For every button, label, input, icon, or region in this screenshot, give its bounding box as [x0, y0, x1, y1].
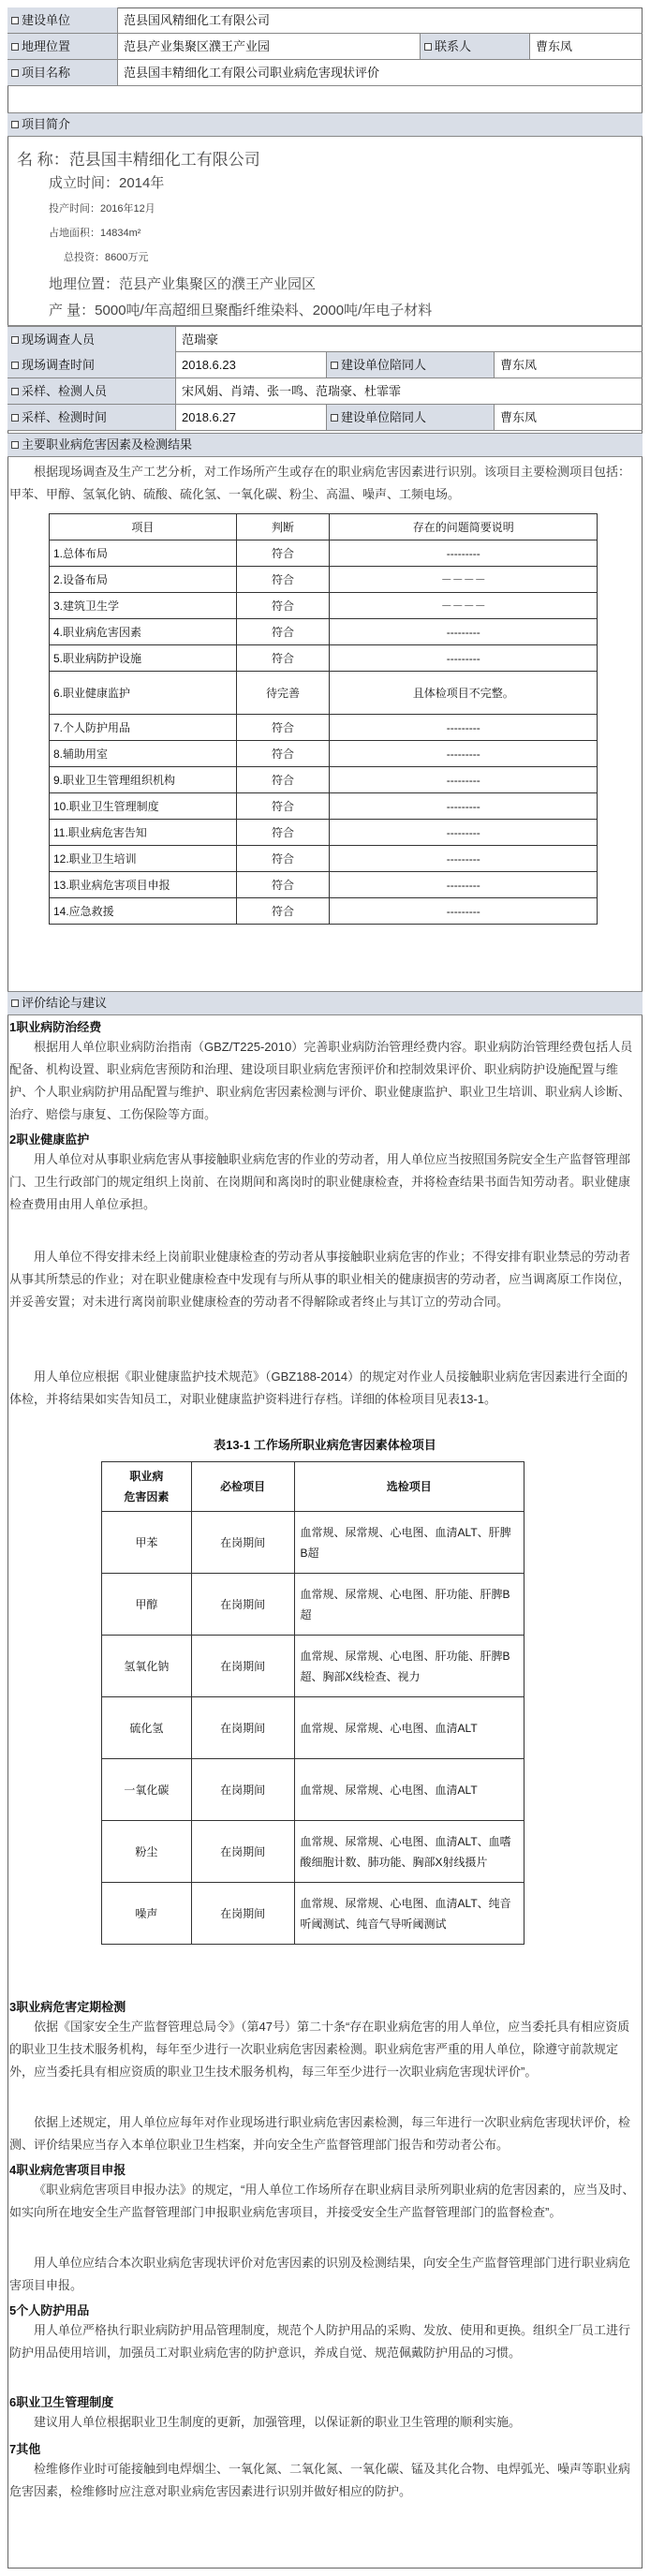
info-unit-value: 范县国风精细化工有限公司: [124, 13, 271, 27]
table-row: [50, 820, 598, 846]
table-cell: ---------: [330, 619, 598, 645]
table-cell: 3.建筑卫生学: [50, 593, 237, 619]
table-row: [50, 567, 598, 593]
table-cell: 血常规、尿常规、心电图、血清ALT、肝脾B超: [294, 1512, 524, 1574]
intro-founded: 成立时间：2014年: [49, 175, 165, 191]
s4-paragraph-1: 《职业病危害项目申报办法》的规定，“用人单位工作场所存在职业病目录所列职业病的危害因素的，应当及时、如实向所在地安全生产监督管理部门申报职业病危害项目，并接受安全生产监督管理部门的监督检查”。: [9, 2183, 635, 2219]
s7-title: 7其他: [9, 2442, 41, 2456]
column-header: 选检项目: [294, 1462, 524, 1512]
table-cell: 血常规、尿常规、心电图、肝功能、肝脾B超、胸部X线检查、视力: [294, 1636, 524, 1697]
s3-paragraph-1: 依据《国家安全生产监督管理总局令》（第47号）第二十条“存在职业病危害的用人单位，应当委托具有相应资质的职业卫生技术服务机构，每年至少进行一次职业病危害因素检测。职业病危害严重的用人单位，除遵守前款规定外，应当委托具有相应资质的职业卫生技术服务机构，每三年至少进行一次职业病危害现状评价”。: [9, 2020, 630, 2079]
survey-row-time: [7, 352, 643, 378]
intro-block: [7, 141, 643, 326]
table-cell: ---------: [330, 645, 598, 672]
table-cell: 5.职业病防护设施: [50, 645, 237, 672]
s5-title: 5个人防护用品: [9, 2303, 90, 2317]
table-cell: 4.职业病危害因素: [50, 619, 237, 645]
info-row-location: [7, 34, 643, 60]
sampling-staff-value: 宋风娟、肖靖、张一鸣、范瑞豪、杜霏霏: [182, 384, 402, 398]
table-cell: 符合: [236, 793, 330, 820]
table-cell: 符合: [236, 767, 330, 793]
table-row: [102, 1821, 524, 1883]
info-location-label: 地理位置: [7, 34, 118, 59]
s4-title: 4职业病危害项目申报: [9, 2163, 126, 2177]
survey-escort-value: 曹东凤: [500, 358, 538, 372]
table-row: [50, 898, 598, 925]
table-row: [50, 672, 598, 715]
s1-paragraph: 根据用人单位职业病防治指南（GBZ/T225-2010）完善职业病防治管理经费内容。职业病防治管理经费包括人员配备、机构设置、职业病危害预防和治理、建设项目职业病危害预评价和控制效果评价、职业病防护设施配置与维护、个人职业病防护用品配置与维护、职业病危害因素检测与评价、职业健康监护、职业卫生培训、职业病人诊断、治疗、赔偿与康复、工伤保险等方面。: [9, 1040, 633, 1121]
column-header: 职业病 危害因素: [102, 1462, 192, 1512]
intro-area: 占地面积：14834m²: [49, 228, 141, 239]
intro-geo: 地理位置：范县产业集聚区的濮王产业园区: [49, 276, 317, 292]
checkbox-icon: [11, 999, 19, 1007]
info-project-value: 范县国丰精细化工有限公司职业病危害现状评价: [124, 66, 380, 80]
factors-intro-paragraph: 根据现场调查及生产工艺分析，对工作场所产生或存在的职业病危害因素进行识别。该项目主要检测项目包括：甲苯、甲醇、氢氧化钠、硫酸、硫化氢、一氧化碳、粉尘、高温、噪声、工频电场。: [9, 465, 631, 501]
checkbox-icon: [11, 43, 19, 51]
s3-paragraph-2: 依据上述规定，用人单位应每年对作业现场进行职业病危害因素检测，每三年进行一次职业病危害现状评价，检测、评价结果应当存入本单位职业卫生档案，并向安全生产监督管理部门报告和劳动者公布。: [9, 2115, 631, 2152]
info-contact-label: 联系人: [420, 34, 530, 59]
table-cell: 血常规、尿常规、心电图、血清ALT: [294, 1759, 524, 1821]
s6-title: 6职业卫生管理制度: [9, 2395, 114, 2409]
info-row-unit: [7, 7, 643, 34]
table-cell: 在岗期间: [191, 1512, 294, 1574]
table-cell: 硫化氢: [102, 1697, 192, 1759]
survey-row-staff: [7, 326, 643, 352]
info-project-label: 项目名称: [7, 60, 118, 85]
table-cell: 粉尘: [102, 1821, 192, 1883]
table-cell: 在岗期间: [191, 1636, 294, 1697]
table-cell: 8.辅助用室: [50, 741, 237, 767]
table-row: [102, 1883, 524, 1945]
table-row: [102, 1697, 524, 1759]
table-row: [50, 715, 598, 741]
survey-staff-value: 范瑞豪: [182, 333, 219, 347]
table-cell: 氢氧化钠: [102, 1636, 192, 1697]
table-cell: ---------: [330, 767, 598, 793]
assessment-table: [49, 513, 598, 925]
table-cell: 甲醇: [102, 1574, 192, 1636]
s3-title: 3职业病危害定期检测: [9, 2000, 126, 2014]
table-cell: 在岗期间: [191, 1574, 294, 1636]
table-cell: 7.个人防护用品: [50, 715, 237, 741]
checkbox-icon: [331, 414, 338, 422]
table-cell: 1.总体布局: [50, 540, 237, 567]
s2-paragraph-1: 用人单位对从事职业病危害从事接触职业病危害的作业的劳动者，用人单位应当按照国务院安全生产监督管理部门、卫生行政部门的规定组织上岗前、在岗期间和离岗时的职业健康检查，并将检查结果书面告知劳动者。职业健康检查费用由用人单位承担。: [9, 1152, 631, 1211]
s5-paragraph-1: 用人单位严格执行职业病防护用品管理制度，规范个人防护用品的采购、发放、使用和更换。组织全厂员工进行防护用品使用培训，加强员工对职业病危害的防护意识，养成自觉、规范佩戴防护用品的习惯。: [9, 2323, 631, 2360]
table-cell: ---------: [330, 741, 598, 767]
intro-total: 总投资：8600万元: [64, 252, 149, 263]
table-row: [50, 619, 598, 645]
table-cell: 在岗期间: [191, 1821, 294, 1883]
checkbox-icon: [11, 414, 19, 422]
sampling-time-label: 采样、检测时间: [7, 405, 176, 430]
checkbox-icon: [424, 43, 432, 51]
table-cell: 符合: [236, 593, 330, 619]
table-cell: 血常规、尿常规、心电图、血清ALT、血嗜酸细胞计数、肺功能、胸部X射线摄片: [294, 1821, 524, 1883]
checkbox-icon: [11, 441, 19, 449]
table-cell: ---------: [330, 793, 598, 820]
table-cell: 甲苯: [102, 1512, 192, 1574]
health-check-table: [101, 1461, 524, 1945]
table-row: [50, 540, 598, 567]
table-row: [50, 593, 598, 619]
table-cell: 噪声: [102, 1883, 192, 1945]
checkbox-icon: [331, 362, 338, 369]
table-cell: －－－－: [330, 567, 598, 593]
table-cell: －－－－: [330, 593, 598, 619]
table-cell: ---------: [330, 872, 598, 898]
sampling-time-value: 2018.6.27: [182, 410, 236, 424]
s2-paragraph-3: 用人单位应根据《职业健康监护技术规范》（GBZ188-2014）的规定对作业人员接触职业病危害因素进行全面的体检，并将结果如实告知员工，对职业健康监护资料进行存档。详细的体检项目见表13-1。: [9, 1369, 628, 1406]
table-cell: 在岗期间: [191, 1883, 294, 1945]
s2-paragraph-2: 用人单位不得安排未经上岗前职业健康检查的劳动者从事接触职业病危害的作业；不得安排有职业禁忌的劳动者从事其所禁忌的作业；对在职业健康检查中发现有与所从事的职业相关的健康损害的劳动者，应当调离原工作岗位，并妥善安置；对未进行离岗前职业健康检查的劳动者不得解除或者终止与其订立的劳动合同。: [9, 1250, 631, 1309]
checkbox-icon: [11, 121, 19, 128]
table-cell: 6.职业健康监护: [50, 672, 237, 715]
table-cell: 一氧化碳: [102, 1759, 192, 1821]
info-unit-label: 建设单位: [7, 7, 118, 33]
sampling-staff-label: 采样、检测人员: [7, 378, 176, 404]
column-header: 项目: [50, 514, 237, 540]
table-cell: ---------: [330, 846, 598, 872]
table-cell: 10.职业卫生管理制度: [50, 793, 237, 820]
survey-staff-label: 现场调查人员: [7, 327, 176, 352]
table-row: [102, 1759, 524, 1821]
sampling-escort-value: 曹东凤: [500, 410, 538, 424]
table-cell: 待完善: [236, 672, 330, 715]
table-cell: 符合: [236, 872, 330, 898]
table-cell: 且体检项目不完整。: [330, 672, 598, 715]
info-location-value: 范县产业集聚区濮王产业园: [124, 39, 271, 53]
survey-escort-label: 建设单位陪同人: [326, 352, 495, 378]
table-row: [102, 1636, 524, 1697]
table-cell: 符合: [236, 820, 330, 846]
table-header-row: [50, 514, 598, 540]
survey-time-label: 现场调查时间: [7, 352, 176, 378]
conclusion-section-header: 评价结论与建议: [7, 991, 643, 1015]
checkbox-icon: [11, 336, 19, 344]
checkbox-icon: [11, 17, 19, 24]
column-header: 存在的问题简要说明: [330, 514, 598, 540]
table-cell: 9.职业卫生管理组织机构: [50, 767, 237, 793]
table-cell: 符合: [236, 741, 330, 767]
table-cell: 符合: [236, 567, 330, 593]
info-row-project: [7, 60, 643, 86]
table-cell: 符合: [236, 846, 330, 872]
s6-paragraph-1: 建议用人单位根据职业卫生制度的更新，加强管理，以保证新的职业卫生管理的顺利实施。: [34, 2415, 522, 2429]
s4-paragraph-2: 用人单位应结合本次职业病危害现状评价对危害因素的识别及检测结果，向安全生产监督管理部门进行职业病危害项目申报。: [9, 2256, 631, 2292]
table-row: [50, 872, 598, 898]
survey-row-sampling-staff: [7, 378, 643, 405]
table-caption: 表13-1 工作场所职业病危害因素体检项目: [214, 1438, 436, 1452]
info-contact-value: 曹东凤: [536, 39, 573, 53]
table-cell: 在岗期间: [191, 1697, 294, 1759]
table-cell: 14.应急救援: [50, 898, 237, 925]
table-row: [50, 793, 598, 820]
table-row: [102, 1574, 524, 1636]
intro-section-header: 项目简介: [7, 112, 643, 137]
table-cell: 血常规、尿常规、心电图、血清ALT: [294, 1697, 524, 1759]
table-cell: 符合: [236, 715, 330, 741]
table-cell: 2.设备布局: [50, 567, 237, 593]
table-row: [50, 767, 598, 793]
factors-section-header: 主要职业病危害因素及检测结果: [7, 433, 643, 457]
table-row: [50, 741, 598, 767]
table-cell: ---------: [330, 540, 598, 567]
survey-row-sampling-time: [7, 405, 643, 431]
intro-output: 产 量：5000吨/年高超细旦聚酯纤维染料、2000吨/年电子材料: [49, 303, 433, 318]
s2-title: 2职业健康监护: [9, 1133, 90, 1147]
s7-paragraph-1: 检维修作业时可能接触到电焊烟尘、一氧化氮、二氧化氮、一氧化碳、锰及其化合物、电焊弧光、噪声等职业病危害因素，检维修时应注意对职业病危害因素进行识别并做好相应的防护。: [9, 2462, 631, 2498]
table-cell: ---------: [330, 715, 598, 741]
intro-invest: 投产时间：2016年12月: [49, 203, 155, 215]
table-cell: 血常规、尿常规、心电图、肝功能、肝脾B超: [294, 1574, 524, 1636]
table-cell: 13.职业病危害项目申报: [50, 872, 237, 898]
table-cell: 符合: [236, 898, 330, 925]
table-header-row: [102, 1462, 524, 1512]
table-row: [50, 846, 598, 872]
table-cell: 符合: [236, 619, 330, 645]
checkbox-icon: [11, 69, 19, 77]
table-cell: 符合: [236, 540, 330, 567]
s1-title: 1职业病防治经费: [9, 1020, 102, 1034]
table-cell: 11.职业病危害告知: [50, 820, 237, 846]
sampling-escort-label: 建设单位陪同人: [326, 405, 495, 430]
checkbox-icon: [11, 362, 19, 369]
table-cell: ---------: [330, 820, 598, 846]
table-cell: 在岗期间: [191, 1759, 294, 1821]
table-cell: ---------: [330, 898, 598, 925]
table-row: [50, 645, 598, 672]
column-header: 必检项目: [191, 1462, 294, 1512]
survey-time-value: 2018.6.23: [182, 358, 236, 372]
table-row: [102, 1512, 524, 1574]
intro-name: 名 称：范县国丰精细化工有限公司: [17, 151, 260, 169]
table-cell: 符合: [236, 645, 330, 672]
table-cell: 血常规、尿常规、心电图、血清ALT、纯音听阈测试、纯音气导听阈测试: [294, 1883, 524, 1945]
checkbox-icon: [11, 388, 19, 395]
column-header: 判断: [236, 514, 330, 540]
table-cell: 12.职业卫生培训: [50, 846, 237, 872]
